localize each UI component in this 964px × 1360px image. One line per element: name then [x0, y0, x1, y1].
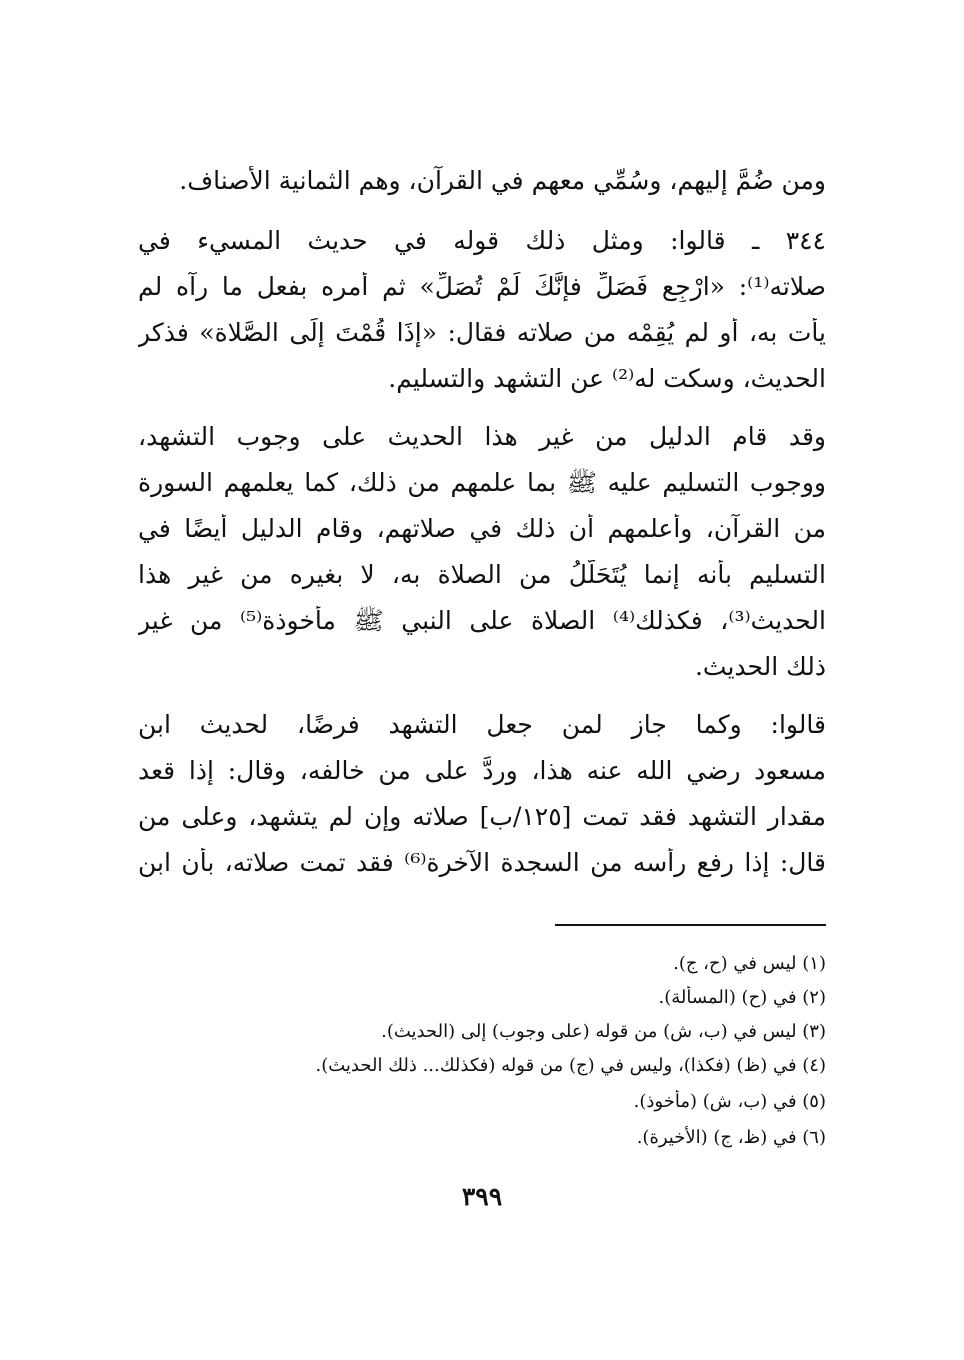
- text-line: الحديث⁽³⁾، فكذلك⁽⁴⁾ الصلاة على النبي ﷺ مأخوذة⁽⁵⁾ من غير: [138, 606, 826, 635]
- footnote: (٣) ليس في (ب، ش) من قوله (على وجوب) إلى (الحديث).: [381, 1021, 826, 1042]
- footnote: (٦) في (ظ، ج) (الأخيرة).: [636, 1127, 826, 1148]
- footnote: (٥) في (ب، ش) (مأخوذ).: [633, 1091, 826, 1112]
- text-line: قالوا: وكما جاز لمن جعل التشهد فرضًا، لحديث ابن: [138, 710, 826, 739]
- text-line: مقدار التشهد فقد تمت [١٢٥/ب] صلاته وإن لم يتشهد، وعلى من: [138, 802, 826, 831]
- text-line: وقد قام الدليل من غير هذا الحديث على وجوب التشهد،: [138, 422, 826, 451]
- text-line: ووجوب التسليم عليه ﷺ بما علمهم من ذلك، كما يعلمهم السورة: [138, 468, 826, 497]
- text-line: ومن ضُمَّ إليهم، وسُمِّي معهم في القرآن، وهم الثمانية الأصناف.: [179, 166, 826, 195]
- footnote: (٢) في (ح) (المسألة).: [658, 987, 826, 1008]
- text-line: قال: إذا رفع رأسه من السجدة الآخرة⁽⁶⁾ فقد تمت صلاته، بأن ابن: [138, 848, 826, 877]
- text-line: ذلك الحديث.: [694, 652, 826, 681]
- text-line: الحديث، وسكت له⁽²⁾ عن التشهد والتسليم.: [388, 364, 826, 393]
- text-line: يأت به، أو لم يُقِمْه من صلاته فقال: «إذَا قُمْتَ إلَى الصَّلاة» فذكر: [138, 318, 826, 347]
- text-line: ٣٤٤ ـ قالوا: ومثل ذلك قوله في حديث المسيء في: [138, 226, 826, 255]
- text-line: مسعود رضي الله عنه هذا، وردَّ على من خالفه، وقال: إذا قعد: [138, 756, 826, 785]
- text-line: من القرآن، وأعلمهم أن ذلك في صلاتهم، وقام الدليل أيضًا في: [138, 514, 826, 543]
- text-line: التسليم بأنه إنما يُتَحَلَّلُ من الصلاة به، لا بغيره من غير هذا: [138, 560, 826, 589]
- page-number: ٣٩٩: [461, 1182, 503, 1211]
- footnote-separator: [555, 924, 826, 926]
- footnote: (١) ليس في (ح، ج).: [673, 953, 826, 974]
- text-line: صلاته⁽¹⁾: «ارْجِع فَصَلِّ فإنَّكَ لَمْ تُصَلِّ» ثم أمره بفعل ما رآه لم: [138, 272, 826, 301]
- footnote: (٤) في (ظ) (فكذا)، وليس في (ج) من قوله (فكذلك... ذلك الحديث).: [315, 1055, 826, 1076]
